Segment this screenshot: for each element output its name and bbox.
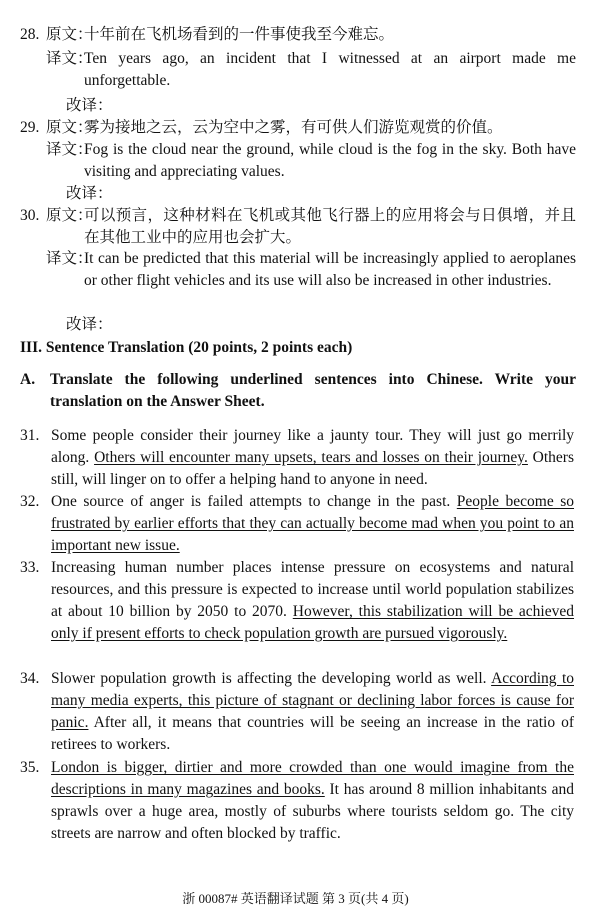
exercise-number: 28.	[20, 26, 40, 43]
sentence-body	[51, 491, 574, 557]
translation-text: Fog is the cloud near the ground, while cloud is the fog in the sky. Both have visiting and appreciating values.	[84, 141, 576, 180]
translation-label: 译文：	[46, 141, 93, 158]
underlined-sentence: Others will encounter many upsets, tears and losses on their journey.	[94, 449, 528, 466]
exercise-30-translation	[20, 248, 576, 314]
translation-label: 译文：	[46, 250, 93, 267]
translation-label: 译文：	[46, 50, 93, 67]
original-label: 原文：	[46, 119, 93, 136]
revision-label: 改译：	[66, 316, 113, 333]
sentence-35	[20, 757, 574, 867]
subsection-a-instruction	[20, 369, 576, 413]
sentence-body	[51, 557, 574, 645]
sentence-context-after: It has around 8 million inhabitants and sprawls over a huge area, mostly of suburbs where tourists seldom go. The city streets are narrow and often blocked by traffic.	[51, 781, 574, 842]
underlined-sentence: However, this stabilization will be achieved only if present efforts to check population growth are pursued vigorously.	[51, 603, 575, 642]
sentence-body	[51, 425, 574, 491]
underlined-sentence: People become so frustrated by earlier efforts that they can actually become mad when you point to an important new issue.	[51, 493, 575, 554]
sentence-body	[51, 668, 574, 756]
exercise-28-translation	[20, 48, 576, 92]
sentence-context-after: Others still, will linger on to offer a helping hand to anyone in need.	[51, 449, 574, 488]
underlined-sentence: London is bigger, dirtier and more crowded than one would imagine from the descriptions in many magazines and books.	[51, 759, 574, 798]
sentence-32	[20, 491, 574, 557]
original-text: 十年前在飞机场看到的一件事使我至今难忘。	[84, 26, 395, 43]
exercise-28-revision	[20, 95, 576, 117]
sentence-body	[51, 757, 574, 845]
exercise-30-revision	[20, 314, 576, 336]
sentence-number: 31.	[20, 427, 40, 444]
exercise-29-translation	[20, 139, 576, 183]
sentence-context-before: Slower population growth is affecting the developing world as well.	[51, 670, 492, 687]
exercise-number: 30.	[20, 207, 40, 224]
subsection-text: Translate the following underlined sentences into Chinese. Write your translation on the Answer Sheet.	[50, 371, 576, 410]
exercise-28-original	[20, 24, 576, 46]
section-title: III. Sentence Translation (20 points, 2 points each)	[20, 339, 353, 356]
sentence-33	[20, 557, 574, 667]
translation-text: Ten years ago, an incident that I witnessed at an airport made me unforgettable.	[84, 50, 576, 89]
original-text: 雾为接地之云，云为空中之雾，有可供人们游览观赏的价值。	[84, 119, 503, 136]
sentence-context-before: Some people consider their journey like a jaunty tour. They will just go merrily along.	[51, 427, 574, 466]
original-label: 原文：	[46, 26, 93, 43]
exercise-29-original	[20, 117, 576, 139]
sentence-context-before: Increasing human number places intense pressure on ecosystems and natural resources, and this pressure is expected to increase until world population stabilizes at about 10 billion by 2050 to 2070.	[51, 559, 574, 620]
underlined-sentence: According to many media experts, this picture of stagnant or declining labor forces is cause for panic.	[51, 670, 574, 731]
sentence-31	[20, 425, 574, 491]
exercise-29-revision	[20, 183, 576, 205]
sentence-context-after: After all, it means that countries will be seeing an increase in the ratio of retirees to workers.	[51, 714, 574, 753]
exercise-30-original	[20, 205, 576, 249]
revision-label: 改译：	[66, 97, 113, 114]
sentence-context-before: One source of anger is failed attempts to change in the past.	[51, 493, 457, 510]
page-footer: 浙 00087# 英语翻译试题 第 3 页(共 4 页)	[182, 891, 409, 906]
subsection-letter: A.	[20, 371, 36, 388]
sentence-number: 33.	[20, 559, 40, 576]
revision-label: 改译：	[66, 185, 113, 202]
original-text: 可以预言，这种材料在飞机或其他飞行器上的应用将会与日俱增，并且在其他工业中的应用也会扩大。	[84, 207, 576, 246]
sentence-34	[20, 668, 574, 756]
sentence-number: 35.	[20, 759, 40, 776]
exercise-number: 29.	[20, 119, 40, 136]
sentence-number: 32.	[20, 493, 40, 510]
sentence-number: 34.	[20, 670, 40, 687]
original-label: 原文：	[46, 207, 93, 224]
translation-text: It can be predicted that this material will be increasingly applied to aeroplanes or other flight vehicles and its use will also be increased in other industries.	[84, 250, 576, 289]
